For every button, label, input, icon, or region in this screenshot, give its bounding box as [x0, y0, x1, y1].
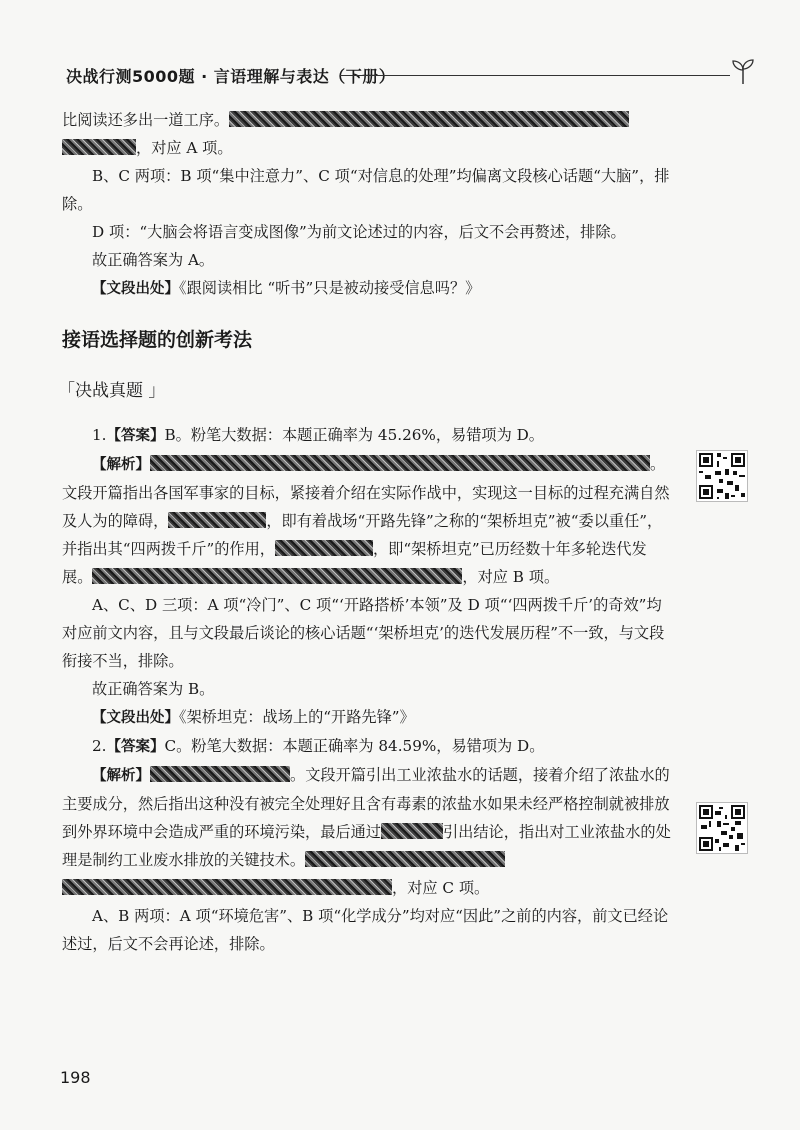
redacted-text: [150, 455, 650, 471]
analysis-tag: 【解析】: [92, 768, 150, 784]
source-tag: 【文段出处】: [92, 281, 179, 297]
text-segment: ，即“架桥坦克”已历经数十年多轮迭代发展。: [62, 540, 647, 586]
paragraph: [62, 761, 672, 902]
redacted-text: [62, 879, 392, 895]
text-segment: 文段开篇指出各国军事家的目标，紧接着介绍在实际作战中，实现这一目标的过程充满自然及人为的障碍，: [62, 484, 670, 530]
paragraph: D 项：“大脑会将语言变成图像”为前文论述过的内容，后文不会再赘述，排除。: [92, 223, 626, 241]
text-segment: ，即有着战场“开路先锋”之称的“架桥坦克”被“委以重任”，并指出其“四两拨千斤”的作用，: [62, 512, 663, 558]
paragraph: A、C、D 三项：A 项“冷门”、C 项“‘开路搭桥’本领”及 D 项“‘四两拨千斤’的奇效”均对应前文内容，且与文段最后谈论的核心话题“‘架桥坦克’的迭代发展历程”不一致，与文段衔接不当，排除。: [62, 596, 665, 670]
qr-code-icon[interactable]: [696, 802, 748, 854]
sprout-icon: [730, 58, 756, 86]
question-number: 1.: [92, 426, 107, 444]
section-title: 接语选择题的创新考法: [62, 329, 253, 351]
answer-text: C。粉笔大数据：本题正确率为 84.59%，易错项为 D。: [164, 737, 545, 755]
redacted-text: [62, 139, 136, 155]
source-line: [62, 274, 672, 303]
paragraph: 故正确答案为 A。: [92, 251, 215, 269]
answer-line: [62, 732, 672, 761]
source-text: 《架桥坦克：战场上的“开路先锋”》: [179, 708, 415, 726]
redacted-text: [275, 540, 373, 556]
header-rule: [340, 75, 730, 76]
paragraph: A、B 两项：A 项“环境危害”、B 项“化学成分”均对应“因此”之前的内容，前文已经论述过，后文不会再论述，排除。: [62, 907, 669, 953]
paragraph: [62, 106, 672, 134]
redacted-text: [381, 823, 443, 839]
qr-code-icon[interactable]: [696, 450, 748, 502]
page-body: [58, 106, 672, 958]
paragraph: [62, 134, 672, 162]
text-segment: ，: [462, 568, 478, 586]
redacted-text: [305, 851, 505, 867]
question-number: 2.: [92, 737, 107, 755]
answer-text: B。粉笔大数据：本题正确率为 45.26%，易错项为 D。: [164, 426, 544, 444]
text-segment: 。: [650, 455, 666, 473]
text-segment: 。文段开篇引出工业浓盐水的话题，接着介绍了浓盐水的主要成分，然后指出这种没有被完全处理好且含有毒素的浓盐水如果未经严格控制就被排放到外界环境中会造成严重的环境污染，最后通过: [62, 766, 670, 841]
subsection-title: 「决战真题 」: [58, 381, 166, 401]
text-segment: 对应 B 项。: [477, 568, 560, 586]
text-segment: ，对应 C 项。: [392, 879, 490, 897]
text-segment: 引出结论，指出对工业浓盐水的处理是制约工业废水排放的关键技术。: [62, 823, 671, 869]
analysis-tag: 【解析】: [92, 457, 150, 473]
answer-line: [62, 421, 672, 450]
paragraph: B、C 两项：B 项“集中注意力”、C 项“对信息的处理”均偏离文段核心话题“大脑”，排除。: [62, 167, 670, 213]
source-tag: 【文段出处】: [92, 710, 179, 726]
redacted-text: [229, 111, 629, 127]
text-segment: 比阅读还多出一道工序。: [62, 111, 230, 129]
answer-tag: 【答案】: [106, 428, 165, 444]
redacted-text: [150, 766, 290, 782]
analysis-line: [62, 450, 672, 479]
text-segment: ，对应 A 项。: [136, 139, 233, 157]
answer-tag: 【答案】: [106, 739, 165, 755]
paragraph: 故正确答案为 B。: [92, 680, 215, 698]
paragraph: [62, 479, 672, 591]
source-line: [62, 703, 672, 732]
redacted-text: [92, 568, 462, 584]
book-title: 决战行测5000题 · 言语理解与表达（下册）: [66, 67, 396, 86]
source-text: 《跟阅读相比 “听书”只是被动接受信息吗？》: [179, 279, 481, 297]
running-header: [58, 58, 758, 88]
redacted-text: [168, 512, 266, 528]
page-number: 198: [60, 1068, 91, 1087]
